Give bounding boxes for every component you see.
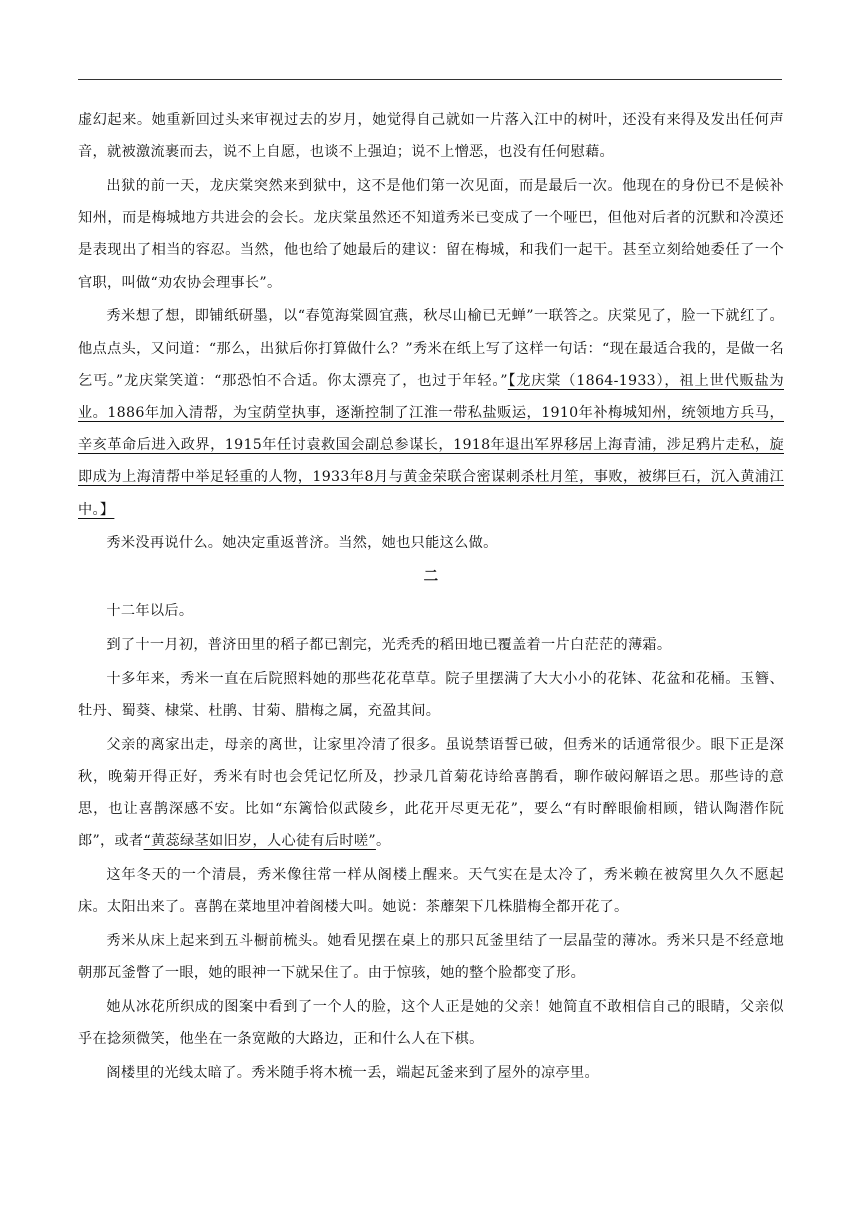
- paragraph-7: 十多年来，秀米一直在后院照料她的那些花花草草。院子里摆满了大大小小的花钵、花盆和花桶。玉簪、牡丹、蜀葵、棣棠、杜鹃、甘菊、腊梅之属，充盈其间。: [78, 670, 784, 719]
- paragraph-8-text: 父亲的离家出走，母亲的离世，让家里冷清了很多。虽说禁语誓已破，但秀米的话通常很少。眼下正是深秋，晚菊开得正好，秀米有时也会凭记忆所及，抄录几首菊花诗给喜鹊看，聊作破闷解语之思。那些诗的意思，也让喜鹊深感不安。比如“东篱恰似武陵乡，此花开尽更无花”，要么“有时醉眼偷相顾，错认陶潜作阮郎”，或者: [78, 736, 784, 850]
- paragraph-2: 出狱的前一天，龙庆棠突然来到狱中，这不是他们第一次见面，而是最后一次。他现在的身份已不是候补知州，而是梅城地方共进会的会长。龙庆棠虽然还不知道秀米已变成了一个哑巴，但他对后者的沉默和冷漠还是表现出了相当的容忍。当然，他也给了她最后的建议：留在梅城，和我们一起干。甚至立刻给她委任了一个官职，叫做“劝农协会理事长”。: [78, 178, 784, 291]
- annotation-note: 【龙庆棠（1864-1933），祖上世代贩盐为业。1886年加入清帮，为宝荫堂执事，逐渐控制了江淮一带私盐贩运，1910年补梅城知州，统领地方兵马，辛亥革命后进入政界，1915年任讨袁救国会副总参谋长，1918年退出军界移居上海青浦，涉足鸦片走私，旋即成为上海清帮中举足轻重的人物，1933年8月与黄金荣联合密谋刺杀杜月笙，事败，被绑巨石，沉入黄浦江中。】: [78, 372, 784, 518]
- paragraph-3-text: 秀米想了想，即铺纸研墨，以“春笕海棠圆宜燕，秋尽山榆已无蝉”一联答之。庆棠见了，脸一下就红了。他点点头，又问道：“那么，出狱后你打算做什么？”秀米在纸上写了这样一句话：“现在最适合我的，是做一名乞丐。”龙庆棠笑道：“那恐怕不合适。你太漂亮了，也过于年轻。”: [78, 308, 784, 389]
- paragraph-8: [78, 729, 784, 858]
- paragraph-8-tail: 。: [375, 833, 391, 850]
- paragraph-6: 到了十一月初，普济田里的稻子都已割完，光秃秃的稻田地已覆盖着一片白茫茫的薄霜。: [106, 636, 672, 653]
- paragraph-10: 秀米从床上起来到五斗橱前梳头。她看见摆在桌上的那只瓦釜里结了一层晶莹的薄冰。秀米只是不经意地朝那瓦釜瞥了一眼，她的眼神一下就呆住了。由于惊骇，她的整个脸都变了形。: [78, 933, 784, 982]
- underlined-quote: “黄蕊绿茎如旧岁，人心徒有后时嗟”: [143, 833, 376, 850]
- paragraph-4: 秀米没再说什么。她决定重返普济。当然，她也只能这么做。: [106, 535, 498, 552]
- section-heading: 二: [423, 568, 439, 586]
- header-rule: [78, 79, 782, 80]
- paragraph-9: 这年冬天的一个清晨，秀米像往常一样从阁楼上醒来。天气实在是太冷了，秀米赖在被窝里久久不愿起床。太阳出来了。喜鹊在菜地里冲着阁楼大叫。她说：茶蘼架下几株腊梅全都开花了。: [78, 867, 784, 916]
- document-body: [78, 104, 784, 1089]
- paragraph-12: 阁楼里的光线太暗了。秀米随手将木梳一丢，端起瓦釜来到了屋外的凉亭里。: [106, 1065, 599, 1082]
- paragraph-11: 她从冰花所织成的图案中看到了一个人的脸，这个人正是她的父亲！她简直不敢相信自己的眼睛，父亲似乎在捻须微笑，他坐在一条宽敞的大路边，正和什么人在下棋。: [78, 999, 784, 1048]
- paragraph-5: 十二年以后。: [106, 603, 194, 620]
- paragraph-3: [78, 300, 784, 525]
- paragraph-1: 虚幻起来。她重新回过头来审视过去的岁月，她觉得自己就如一片落入江中的树叶，还没有来得及发出任何声音，就被激流裹而去，说不上自愿，也谈不上强迫；说不上憎恶，也没有任何慰藉。: [78, 112, 784, 161]
